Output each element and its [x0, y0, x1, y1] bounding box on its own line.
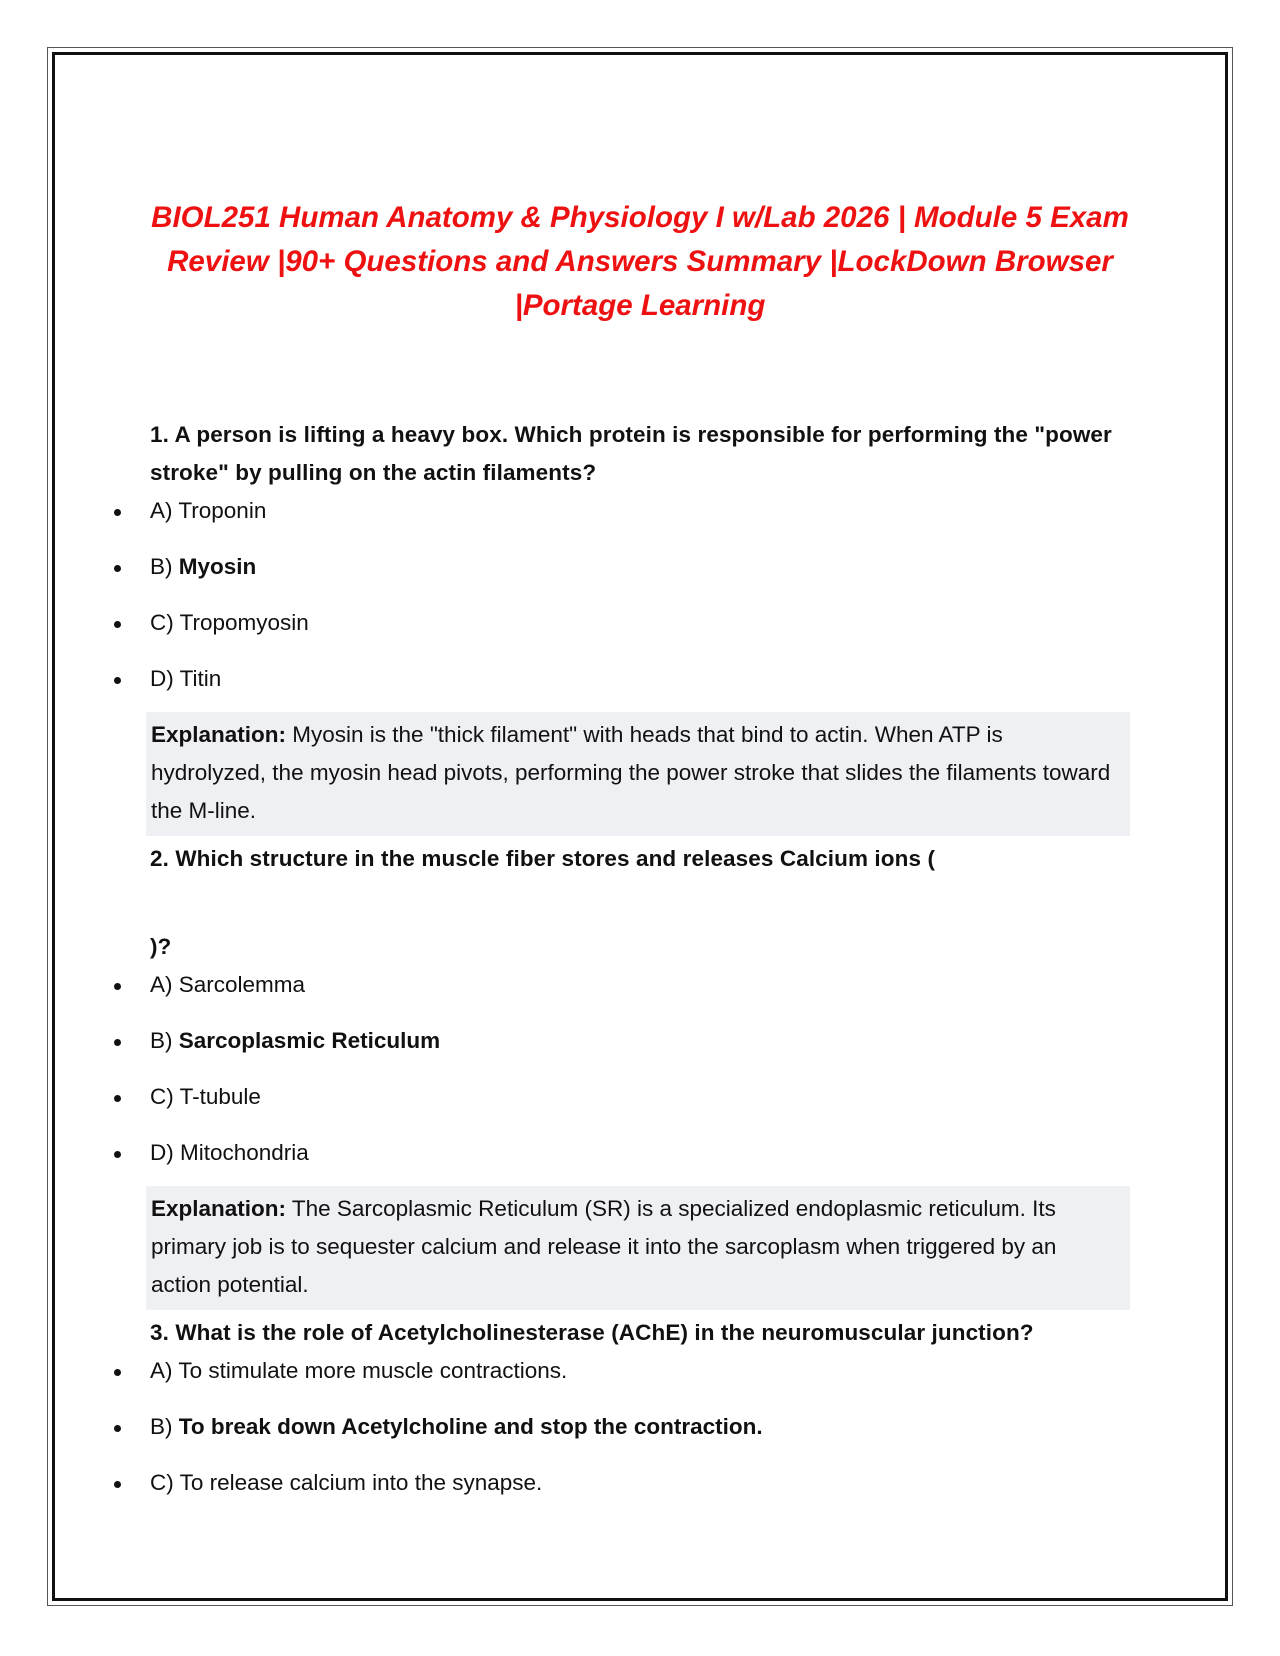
bullet-icon: [114, 1481, 121, 1488]
missing-formula-gap: [150, 878, 1130, 928]
question-text: 3. What is the role of Acetylcholinesterase (AChE) in the neuromuscular junction?: [150, 1320, 1034, 1345]
option-letter: A): [150, 972, 179, 997]
option-letter: A): [150, 1358, 179, 1383]
option-letter: A): [150, 498, 179, 523]
option-letter: D): [150, 666, 180, 691]
bullet-icon: [114, 677, 121, 684]
option-letter: B): [150, 554, 179, 579]
option-d: [110, 1134, 1130, 1172]
option-text: Troponin: [178, 498, 267, 523]
options-list: [110, 492, 1130, 698]
option-c: [110, 604, 1130, 642]
option-b: [110, 1408, 1130, 1446]
options-list: [110, 966, 1130, 1172]
option-text: Sarcolemma: [178, 972, 306, 997]
option-d: [110, 660, 1130, 698]
option-c: [110, 1464, 1130, 1502]
bullet-icon: [114, 1151, 121, 1158]
bullet-icon: [114, 983, 121, 990]
question-text-tail: )?: [150, 934, 172, 959]
bullet-icon: [114, 509, 121, 516]
bullet-icon: [114, 621, 121, 628]
bullet-icon: [114, 565, 121, 572]
option-letter: C): [150, 1470, 180, 1495]
question-2: [110, 840, 1130, 1310]
option-b: [110, 548, 1130, 586]
question-3: [110, 1314, 1130, 1502]
correct-option-text: To break down Acetylcholine and stop the contraction.: [178, 1414, 763, 1439]
option-a: [110, 1352, 1130, 1390]
option-text: To stimulate more muscle contractions.: [178, 1358, 568, 1383]
option-letter: C): [150, 610, 180, 635]
option-letter: C): [150, 1084, 180, 1109]
option-letter: B): [150, 1414, 179, 1439]
document-body: [110, 416, 1130, 1516]
option-a: [110, 492, 1130, 530]
option-text: Titin: [179, 666, 222, 691]
question-text: 1. A person is lifting a heavy box. Which protein is responsible for performing the "power stroke" by pulling on the actin filaments?: [150, 422, 1112, 485]
explanation-box: [146, 1186, 1130, 1310]
explanation-text: Myosin is the "thick filament" with heads that bind to actin. When ATP is hydrolyzed, the myosin head pivots, performing the power stroke that slides the filaments toward the M-line.: [151, 722, 1111, 823]
document-title: BIOL251 Human Anatomy & Physiology I w/Lab 2026 | Module 5 Exam Review |90+ Questions and Answers Summary |LockDown Browser |Portage Learning: [151, 201, 1129, 322]
option-letter: D): [150, 1140, 180, 1165]
explanation-text: The Sarcoplasmic Reticulum (SR) is a specialized endoplasmic reticulum. Its primary job is to sequester calcium and release it into the sarcoplasm when triggered by an action potential.: [151, 1196, 1057, 1297]
correct-option-text: Sarcoplasmic Reticulum: [178, 1028, 441, 1053]
question-1: [110, 416, 1130, 836]
correct-option-text: Myosin: [178, 554, 257, 579]
explanation-box: [146, 712, 1130, 836]
explanation-label: Explanation:: [151, 722, 287, 747]
bullet-icon: [114, 1095, 121, 1102]
option-a: [110, 966, 1130, 1004]
option-letter: B): [150, 1028, 179, 1053]
option-text: Tropomyosin: [179, 610, 309, 635]
bullet-icon: [114, 1425, 121, 1432]
option-text: To release calcium into the synapse.: [179, 1470, 543, 1495]
option-b: [110, 1022, 1130, 1060]
option-c: [110, 1078, 1130, 1116]
option-text: Mitochondria: [180, 1140, 309, 1165]
question-text: 2. Which structure in the muscle fiber stores and releases Calcium ions (: [150, 846, 936, 871]
options-list: [110, 1352, 1130, 1502]
bullet-icon: [114, 1039, 121, 1046]
explanation-label: Explanation:: [151, 1196, 287, 1221]
option-text: T-tubule: [179, 1084, 261, 1109]
bullet-icon: [114, 1369, 121, 1376]
